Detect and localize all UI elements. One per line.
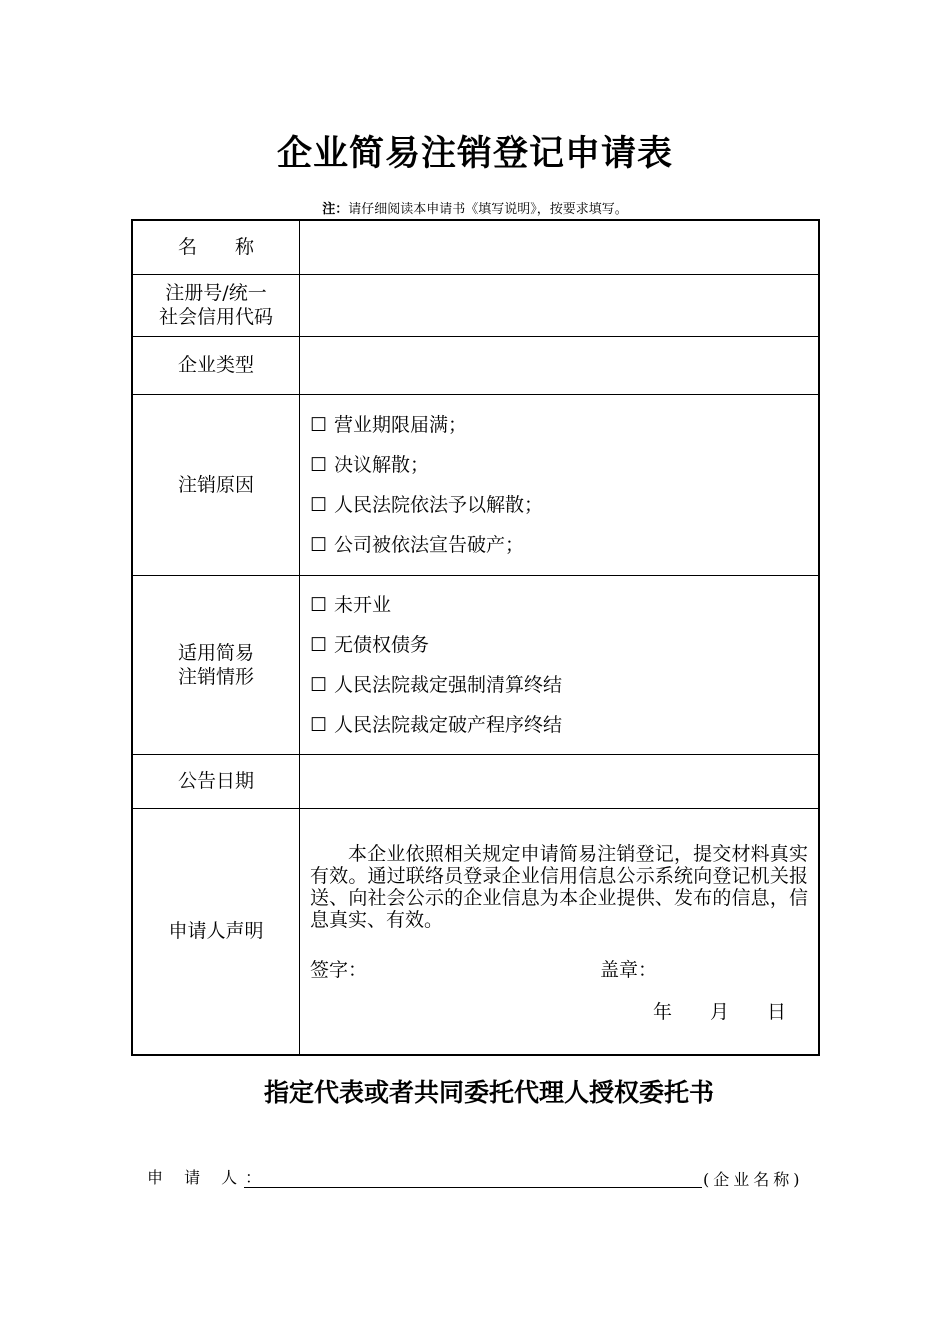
- signature-label: 签字：: [310, 959, 368, 982]
- row-registration: [132, 274, 819, 336]
- reason-option[interactable]: [310, 485, 818, 525]
- checkbox-icon[interactable]: ☐: [310, 453, 328, 476]
- authorization-title: 指定代表或者共同委托代理人授权委托书: [263, 1078, 714, 1107]
- declaration-cell: [300, 808, 820, 1055]
- note-prefix: 注：: [322, 202, 349, 217]
- situation-label: [132, 575, 300, 754]
- reason-option[interactable]: [310, 525, 818, 565]
- notice-date-label: 公告日期: [132, 754, 300, 808]
- situation-option[interactable]: [310, 585, 818, 625]
- declaration-label: 申请人声明: [132, 808, 300, 1055]
- checkbox-icon[interactable]: ☐: [310, 593, 328, 616]
- year-label: 年: [652, 1001, 672, 1024]
- checkbox-icon[interactable]: ☐: [310, 493, 328, 516]
- declaration-text: 本企业依照相关规定申请简易注销登记，提交材料真实有效。通过联络员登录企业信用信息公示系统向登记机关报送、向社会公示的企业信息为本企业提供、发布的信息，信息真实、有效。: [310, 843, 808, 932]
- registration-label: [132, 274, 300, 336]
- situation-option-label: 人民法院裁定强制清算终结: [334, 673, 563, 696]
- name-label: 名 称: [132, 220, 300, 274]
- situation-option[interactable]: [310, 665, 818, 705]
- situation-option-label: 人民法院裁定破产程序终结: [334, 713, 563, 736]
- checkbox-icon[interactable]: ☐: [310, 633, 328, 656]
- situation-option-label: 无债权债务: [334, 633, 430, 656]
- application-form-table: [131, 219, 820, 1056]
- situation-label-line2: 注销情形: [177, 665, 254, 688]
- registration-label-line2: 社会信用代码: [158, 306, 273, 328]
- date-row: [310, 997, 808, 1024]
- situation-option[interactable]: [310, 705, 818, 745]
- month-label: 月: [709, 1001, 729, 1024]
- row-name: [132, 220, 819, 274]
- row-notice-date: [132, 754, 819, 808]
- name-field[interactable]: [300, 220, 820, 274]
- notice-date-field[interactable]: [300, 754, 820, 808]
- seal-label: 盖章：: [600, 959, 658, 982]
- reason-option[interactable]: [310, 405, 818, 445]
- reason-option[interactable]: [310, 445, 818, 485]
- fill-note: [0, 198, 950, 217]
- reason-label: 注销原因: [132, 394, 300, 575]
- applicant-label: 申 请 人：: [147, 1168, 270, 1187]
- registration-label-line1: 注册号/统一: [165, 282, 267, 304]
- enterprise-type-label: 企业类型: [132, 336, 300, 394]
- situation-options: [300, 575, 820, 754]
- checkbox-icon[interactable]: ☐: [310, 713, 328, 736]
- reason-option-label: 营业期限届满；: [334, 413, 468, 436]
- reason-option-label: 公司被依法宣告破产；: [334, 533, 525, 556]
- applicant-row: [147, 1165, 847, 1191]
- applicant-name-field[interactable]: [244, 1187, 702, 1188]
- situation-option[interactable]: [310, 625, 818, 665]
- row-enterprise-type: [132, 336, 819, 394]
- enterprise-type-field[interactable]: [300, 336, 820, 394]
- registration-field[interactable]: [300, 274, 820, 336]
- row-declaration: [132, 808, 819, 1055]
- reason-option-label: 决议解散；: [334, 453, 430, 476]
- day-label: 日: [766, 1001, 786, 1024]
- checkbox-icon[interactable]: ☐: [310, 673, 328, 696]
- reason-options: [300, 394, 820, 575]
- checkbox-icon[interactable]: ☐: [310, 533, 328, 556]
- row-situation: [132, 575, 819, 754]
- checkbox-icon[interactable]: ☐: [310, 413, 328, 436]
- row-reason: [132, 394, 819, 575]
- note-text: 请仔细阅读本申请书《填写说明》，按要求填写。: [348, 202, 628, 217]
- applicant-suffix: (企业名称): [703, 1170, 804, 1189]
- reason-option-label: 人民法院依法予以解散；: [334, 493, 544, 516]
- situation-label-line1: 适用简易: [177, 641, 254, 664]
- situation-option-label: 未开业: [334, 593, 392, 616]
- form-title: 企业简易注销登记申请表: [276, 134, 673, 174]
